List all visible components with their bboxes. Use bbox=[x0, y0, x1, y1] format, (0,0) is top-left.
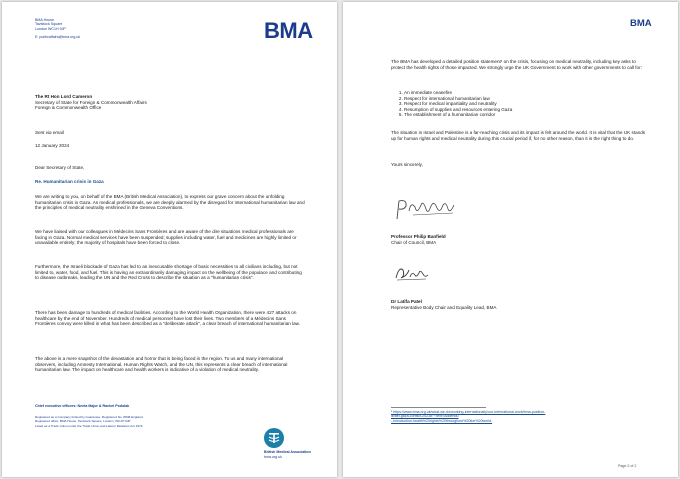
chief-executive-officers: Chief executive officers: Neeta Major & Rachel Podolak bbox=[35, 404, 130, 408]
footnote-line: ¹ https://www.bma.org.uk/what-we-do/working-internationally/our-international-work/bma-position- bbox=[391, 410, 546, 414]
paragraph: Furthermore, the Israeli blockade of Gaza has led to an inexcusable shortage of basic necessities to all civilians including, but not limited to, water, food, and fuel. This is having an extraordinarily damaging impact on the wellbeing of the populace and contributing to disease outbreaks, leading the UN and the Red Cross to describe the situation as a "humanitarian crisis". bbox=[35, 264, 302, 281]
page-number: Page 2 of 2 bbox=[618, 464, 637, 468]
signatory-name: Dr Latifa Patel bbox=[391, 299, 422, 304]
footnote[interactable] bbox=[391, 410, 661, 423]
signatory-role: Representative Body Chair and Equality Lead, BMA bbox=[391, 305, 497, 310]
list-item: 2. Respect for international humanitarian law bbox=[404, 96, 512, 102]
sender-address bbox=[35, 18, 80, 40]
footnote-line: -,Introduction,health%20rights%20throughout%20the%20world. bbox=[391, 418, 493, 423]
asks-list bbox=[391, 90, 512, 118]
bma-logo: BMA bbox=[264, 18, 313, 43]
footnote-divider bbox=[391, 407, 486, 408]
signature-banfield bbox=[393, 197, 463, 228]
list-item: 5. The establishment of a humanitarian corridor bbox=[404, 112, 512, 118]
paragraph: The above is a mere snapshot of the devastation and horror that is being faced in the region. To us and many international observers, including Amnesty International, Human Rights Watch, and the UN, this represents a clear breach of international humanitarian law. The impact on healthcare and health workers is indicative of a violation of medical neutrality. bbox=[35, 356, 288, 373]
salutation: Dear Secretary of State, bbox=[35, 165, 85, 170]
list-item: 1. An immediate ceasefire bbox=[404, 90, 512, 96]
paragraph: We are writing to you, on behalf of the BMA (British Medical Association), to express our grave concern about the unfolding humanitarian crisis in Gaza. As medical professionals, we are deeply alarmed by the disregard for international humanitarian law and the principles of medical neutrality enshrined in the Geneva Conventions. bbox=[35, 194, 305, 211]
sender-email[interactable]: E: publicaffairs@bma.org.uk bbox=[35, 35, 81, 40]
address-line: London WC1H 9JP bbox=[35, 26, 66, 31]
legal-line: Registered office: BMA House, Tavistock Square, London, WC1H 9JP. bbox=[35, 419, 131, 424]
legal-line: Listed as a Trade Union under the Trade Union and Labour Relations Act 1974. bbox=[35, 423, 144, 428]
bma-logo: BMA bbox=[630, 18, 652, 29]
recipient-title: Secretary of State for Foreign & Commonwealth Affairs bbox=[35, 99, 147, 105]
recipient-block bbox=[35, 94, 315, 111]
legal-footer bbox=[35, 415, 143, 428]
list-item: 4. Resumption of supplies and resources entering Gaza bbox=[404, 107, 512, 113]
closing-paragraph: The situation in Israel and Palestine is a far-reaching crisis and its impact is felt around the world. It is vital that the UK stands up for human rights and medical neutrality during this crucial period if, for no other reason, than it is the right thing to do. bbox=[391, 130, 646, 141]
letter-date: 12 January 2024 bbox=[35, 143, 70, 148]
subject-line: Re. Humanitarian crisis in Gaza bbox=[35, 179, 104, 184]
footer-url[interactable]: bma.org.uk bbox=[264, 455, 282, 459]
letter-page-1 bbox=[2, 2, 337, 477]
footer-brand: British Medical Association bbox=[264, 450, 311, 454]
signatory-role: Chair of Council, BMA bbox=[391, 240, 437, 245]
legal-line: Registered as a Company limited by Guarantee. Registered No. 8848 England. bbox=[35, 415, 144, 419]
letter-page-2 bbox=[343, 2, 678, 477]
intro-paragraph: The BMA has developed a detailed position statement¹ on the crisis, focusing on medical neutrality, including key asks to protect the health rights of those impacted. We strongly urge the UK Government to work with other governments to call for: bbox=[391, 59, 642, 70]
signature-patel bbox=[393, 264, 433, 287]
sent-via: Sent via email bbox=[35, 130, 64, 135]
list-item: 3. Respect for medical impartiality and neutrality bbox=[404, 101, 512, 107]
signoff: Yours sincerely, bbox=[391, 162, 423, 167]
recipient-name: The Rt Hon Lord Cameron bbox=[35, 94, 93, 99]
footnote-line: israel-gaza-conflict-2023#:~:text=Addendu bbox=[391, 414, 459, 419]
address-line: BMA House bbox=[35, 18, 54, 22]
paragraph: We have liaised with our colleagues in Médecins Sans Frontières and are aware of the dire situations medical professionals are facing in Gaza. Normal medical services have been suspended; supplies including water, fuel and medicines are highly limited or unavailable entirely; the majority of hospitals have been forced to close. bbox=[35, 229, 297, 246]
recipient-office: Foreign & Commonwealth Office bbox=[35, 105, 102, 111]
paragraph: There has been damage to hundreds of medical facilities. According to the World Health Organization, there were 427 attacks on healthcare by the end of November. Hundreds of medical personnel have lost their lives. Two members of a Médecins Sans Frontières convoy were killed in what has been described as a "deliberate attack", a clear breach of international humanitarian law. bbox=[35, 310, 300, 327]
signatory-name: Professor Philip Banfield bbox=[391, 234, 446, 239]
address-line: Tavistock Square bbox=[35, 22, 63, 27]
